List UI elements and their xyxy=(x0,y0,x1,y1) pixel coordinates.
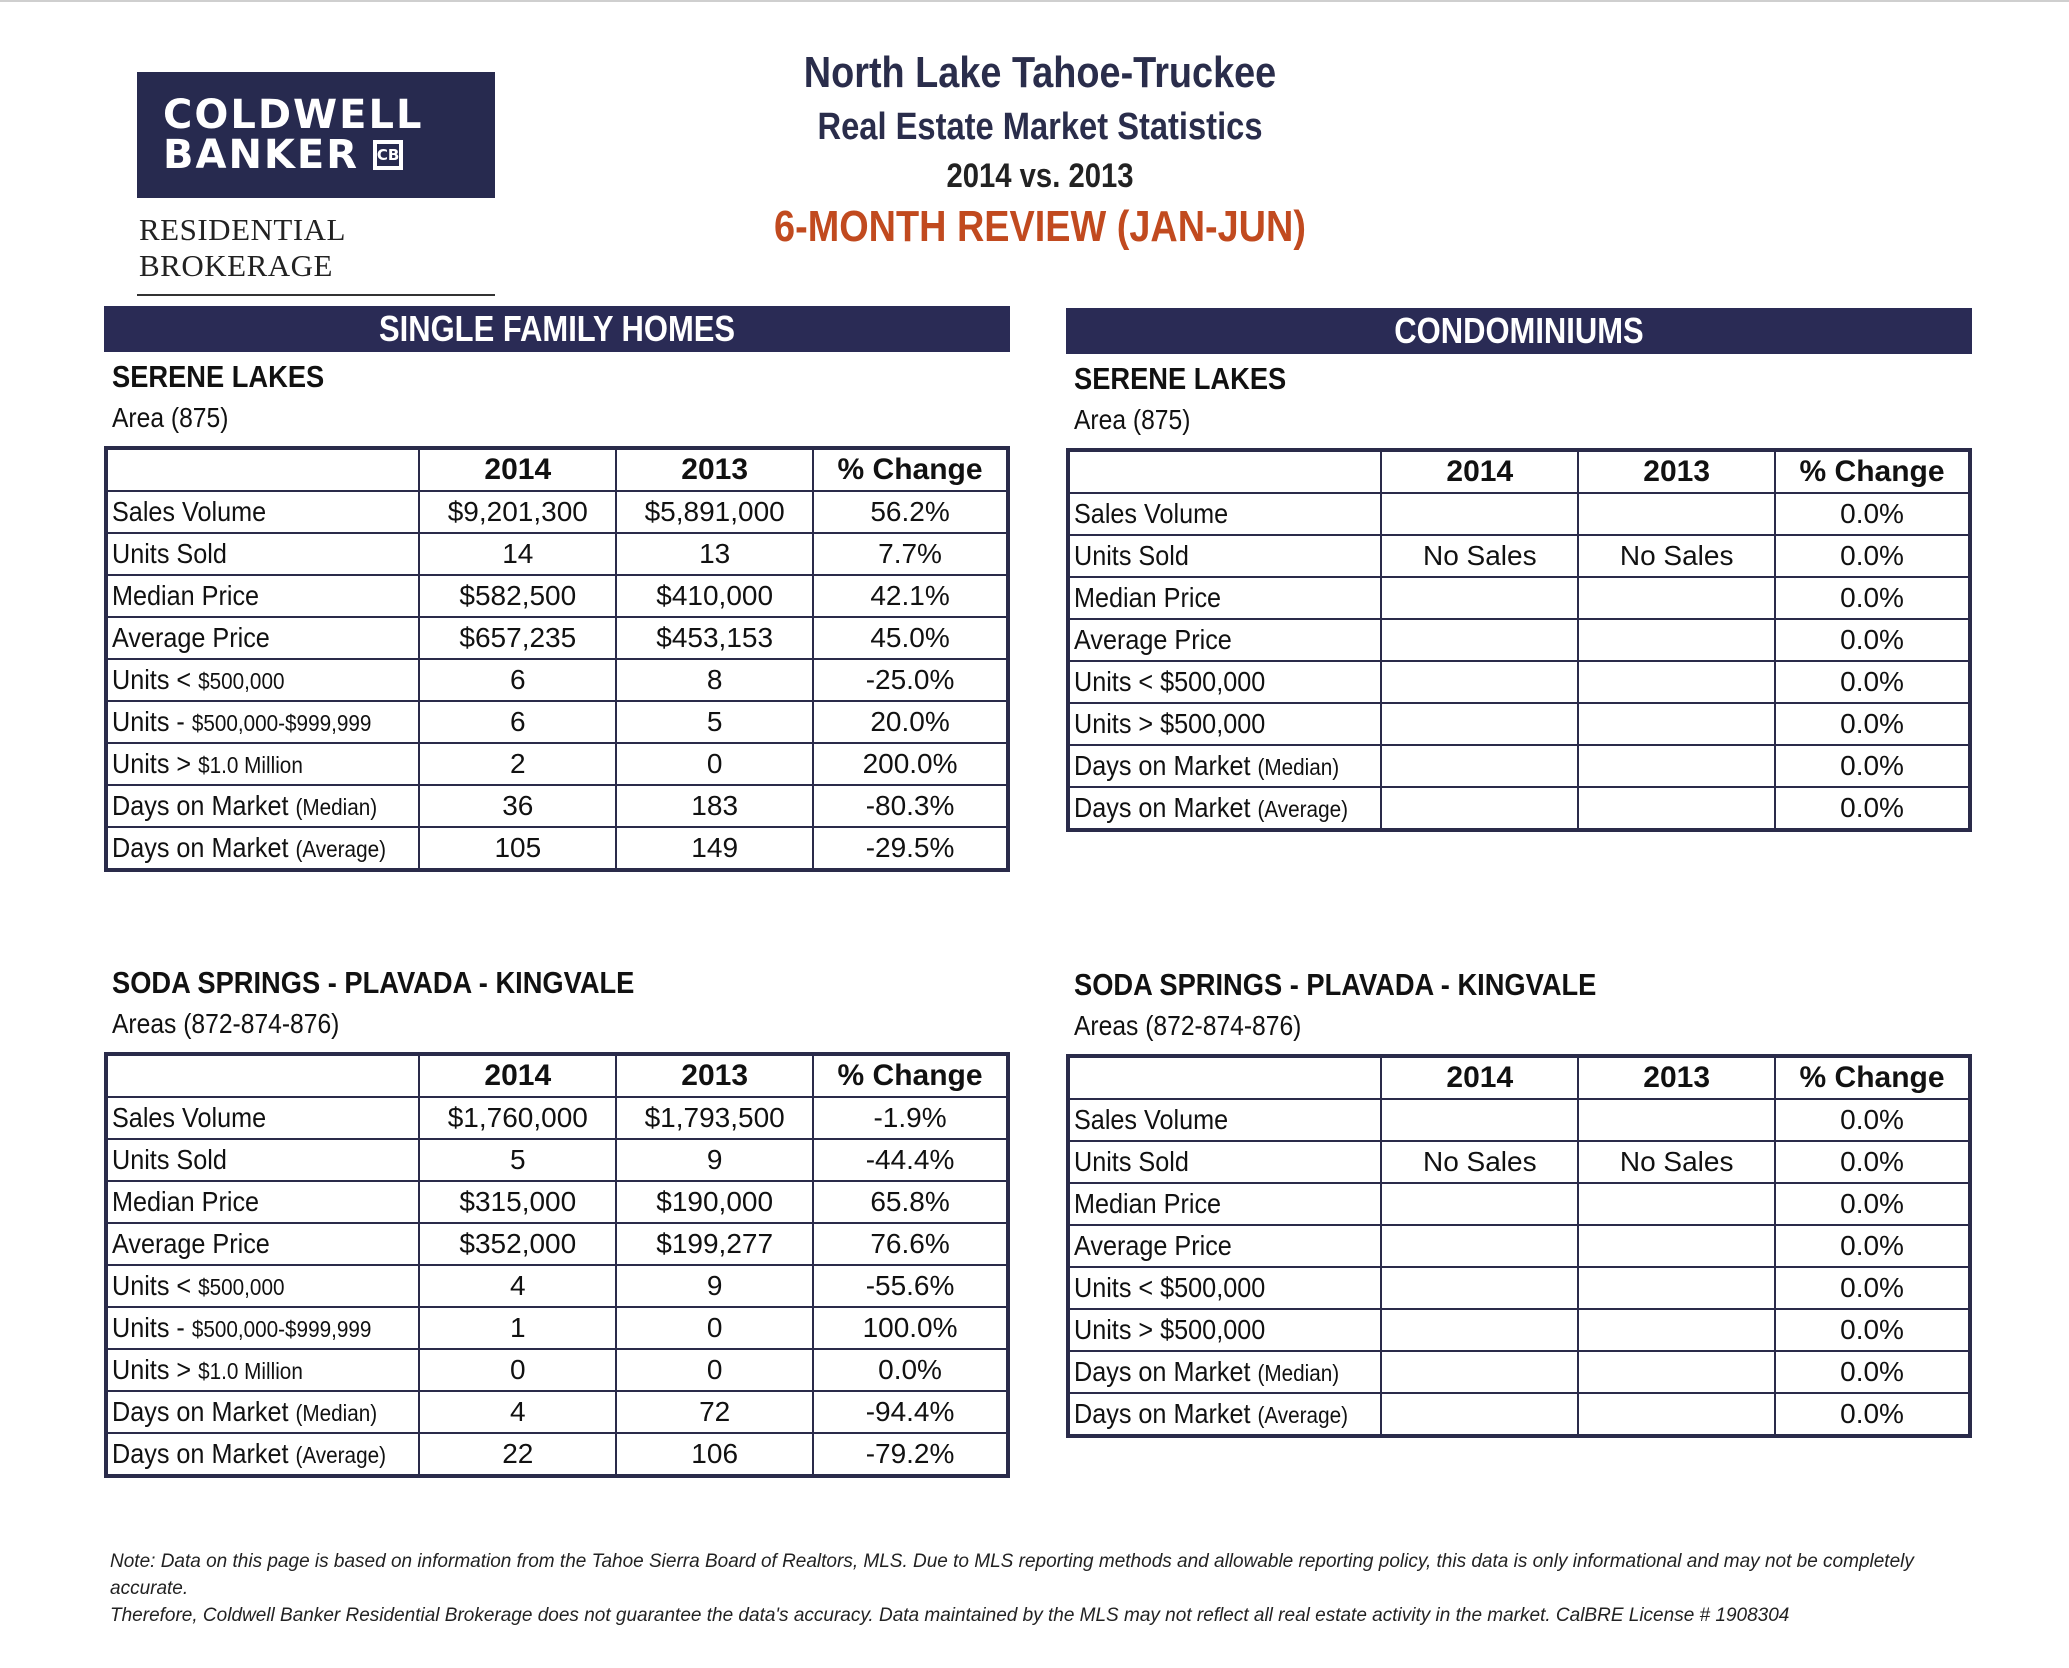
cell-2013: $5,891,000 xyxy=(616,491,813,533)
column-header-change: % Change xyxy=(813,1054,1008,1097)
row-label-text: Units > $500,000 xyxy=(1074,708,1266,739)
cell-percent-change: 42.1% xyxy=(813,575,1008,617)
row-label-text: Units - xyxy=(112,1312,192,1343)
table-row xyxy=(1068,1267,1970,1309)
column-header-y1: 2014 xyxy=(419,448,616,491)
cell-2013: 0 xyxy=(616,743,813,785)
cell-2014: $582,500 xyxy=(419,575,616,617)
row-label-text: Units > xyxy=(112,748,199,779)
cell-2014: 105 xyxy=(419,827,616,870)
column-header-label xyxy=(1068,450,1381,493)
row-label-text: Median Price xyxy=(112,1186,260,1217)
row-label xyxy=(1068,535,1381,577)
top-border-line xyxy=(0,0,2069,2)
cell-percent-change: 56.2% xyxy=(813,491,1008,533)
row-label-text: Days on Market xyxy=(112,1396,296,1427)
row-label-text: Sales Volume xyxy=(1074,498,1229,529)
sf-soda-table xyxy=(104,1052,1010,1478)
row-label-text: Days on Market xyxy=(1074,1356,1258,1387)
table-row xyxy=(1068,1309,1970,1351)
column-header-y2: 2013 xyxy=(616,1054,813,1097)
table-header-row xyxy=(1068,1056,1970,1099)
logo-text-banker: BANKER xyxy=(163,132,360,178)
table-row xyxy=(1068,535,1970,577)
cell-percent-change: 200.0% xyxy=(813,743,1008,785)
row-label-suffix: (Average) xyxy=(1257,796,1348,822)
table-row xyxy=(106,827,1008,870)
cell-2014: 14 xyxy=(419,533,616,575)
cell-2014: 4 xyxy=(419,1391,616,1433)
cell-2014 xyxy=(1381,703,1578,745)
row-label-text: Days on Market xyxy=(112,790,296,821)
table-row xyxy=(1068,1351,1970,1393)
cell-2013: $410,000 xyxy=(616,575,813,617)
condominiums-section xyxy=(1066,308,1972,832)
cell-2014 xyxy=(1381,745,1578,787)
logo-subtitle: RESIDENTIAL BROKERAGE xyxy=(139,212,345,283)
cell-percent-change: 0.0% xyxy=(1775,1099,1970,1141)
row-label xyxy=(1068,493,1381,535)
cell-2014: 4 xyxy=(419,1265,616,1307)
row-label-text: Days on Market xyxy=(112,832,296,863)
column-header-label xyxy=(106,1054,419,1097)
row-label xyxy=(1068,787,1381,830)
row-label-text: Average Price xyxy=(1074,1230,1232,1261)
cell-2014: No Sales xyxy=(1381,1141,1578,1183)
table-row xyxy=(106,1433,1008,1476)
condo-serene-table xyxy=(1066,448,1972,832)
table-row xyxy=(1068,1393,1970,1436)
disclaimer-line-2: Therefore, Coldwell Banker Residential Brokerage does not guarantee the data's accuracy. Data maintained by the MLS may not reflect all real estate activity in the market. CalBRE License # 1908304 xyxy=(110,1605,1790,1626)
table-row xyxy=(1068,787,1970,830)
column-header-y1: 2014 xyxy=(419,1054,616,1097)
table-header-row xyxy=(106,1054,1008,1097)
cell-2013: 8 xyxy=(616,659,813,701)
table-row xyxy=(1068,661,1970,703)
row-label-text: Average Price xyxy=(112,1228,270,1259)
cell-percent-change: 0.0% xyxy=(1775,535,1970,577)
table-row xyxy=(106,1181,1008,1223)
cell-2014 xyxy=(1381,1393,1578,1436)
cell-percent-change: 0.0% xyxy=(1775,1393,1970,1436)
cell-2014 xyxy=(1381,619,1578,661)
cell-percent-change: 7.7% xyxy=(813,533,1008,575)
table-row xyxy=(1068,745,1970,787)
cell-percent-change: 0.0% xyxy=(1775,787,1970,830)
row-label xyxy=(106,1433,419,1476)
cell-percent-change: -80.3% xyxy=(813,785,1008,827)
table-row xyxy=(106,491,1008,533)
cell-percent-change: 0.0% xyxy=(1775,1309,1970,1351)
row-label-text: Sales Volume xyxy=(112,496,267,527)
row-label-suffix: (Median) xyxy=(1257,1360,1340,1386)
review-period: 6-MONTH REVIEW (JAN-JUN) xyxy=(774,202,1306,251)
table-row xyxy=(106,743,1008,785)
row-label xyxy=(1068,703,1381,745)
row-label-text: Units Sold xyxy=(112,538,227,569)
row-label-suffix: $500,000 xyxy=(198,668,285,694)
cell-percent-change: 76.6% xyxy=(813,1223,1008,1265)
cell-2013 xyxy=(1578,745,1775,787)
row-label xyxy=(1068,745,1381,787)
row-label-text: Days on Market xyxy=(1074,792,1258,823)
cell-2014: $657,235 xyxy=(419,617,616,659)
row-label xyxy=(1068,577,1381,619)
cell-percent-change: 45.0% xyxy=(813,617,1008,659)
row-label-suffix: $500,000 xyxy=(198,1274,285,1300)
cell-2014: 2 xyxy=(419,743,616,785)
cell-2013: No Sales xyxy=(1578,1141,1775,1183)
row-label-suffix: $1.0 Million xyxy=(198,752,303,778)
cell-percent-change: -25.0% xyxy=(813,659,1008,701)
row-label xyxy=(1068,1351,1381,1393)
cell-2014: $9,201,300 xyxy=(419,491,616,533)
page-subtitle: Real Estate Market Statistics xyxy=(817,106,1263,148)
row-label-text: Units > $500,000 xyxy=(1074,1314,1266,1345)
cell-2013 xyxy=(1578,703,1775,745)
condo-soda-area-code: Areas (872-874-876) xyxy=(1074,1010,1302,1041)
table-row xyxy=(106,575,1008,617)
row-label xyxy=(106,1223,419,1265)
row-label-suffix: $500,000-$999,999 xyxy=(191,1316,372,1342)
logo-line-1 xyxy=(163,92,495,138)
cell-2014 xyxy=(1381,1351,1578,1393)
cb-mark-icon: CB xyxy=(373,140,403,170)
condominiums-banner: CONDOMINIUMS xyxy=(1066,308,1972,354)
table-row xyxy=(106,617,1008,659)
row-label xyxy=(1068,619,1381,661)
row-label xyxy=(106,1181,419,1223)
row-label-suffix: (Median) xyxy=(295,1400,378,1426)
cell-2014 xyxy=(1381,1225,1578,1267)
row-label xyxy=(1068,1099,1381,1141)
column-header-y2: 2013 xyxy=(1578,450,1775,493)
row-label-text: Median Price xyxy=(1074,1188,1222,1219)
cell-2013: 0 xyxy=(616,1349,813,1391)
sf-soda-area-title: SODA SPRINGS - PLAVADA - KINGVALE xyxy=(112,965,635,1000)
row-label-text: Average Price xyxy=(112,622,270,653)
condo-serene-area-title: SERENE LAKES xyxy=(1074,361,1287,396)
table-row xyxy=(1068,703,1970,745)
cell-2014: 36 xyxy=(419,785,616,827)
sf-serene-area-title: SERENE LAKES xyxy=(112,359,325,394)
cell-2013: $190,000 xyxy=(616,1181,813,1223)
row-label xyxy=(106,659,419,701)
table-row xyxy=(1068,619,1970,661)
row-label-text: Units Sold xyxy=(1074,1146,1189,1177)
cell-percent-change: -94.4% xyxy=(813,1391,1008,1433)
cell-2013 xyxy=(1578,787,1775,830)
row-label-text: Sales Volume xyxy=(1074,1104,1229,1135)
cell-2014: 6 xyxy=(419,701,616,743)
row-label-text: Units < $500,000 xyxy=(1074,666,1266,697)
row-label-text: Units < $500,000 xyxy=(1074,1272,1266,1303)
cell-2014 xyxy=(1381,1309,1578,1351)
row-label xyxy=(1068,1141,1381,1183)
sf-serene-table xyxy=(104,446,1010,872)
cell-2013 xyxy=(1578,1099,1775,1141)
cell-2014 xyxy=(1381,1099,1578,1141)
cell-percent-change: 0.0% xyxy=(1775,493,1970,535)
column-header-y1: 2014 xyxy=(1381,1056,1578,1099)
table-row xyxy=(106,1097,1008,1139)
comparison-years: 2014 vs. 2013 xyxy=(946,157,1134,195)
cell-percent-change: 0.0% xyxy=(1775,703,1970,745)
row-label-text: Units < xyxy=(112,664,199,695)
cell-percent-change: 0.0% xyxy=(1775,1183,1970,1225)
row-label-suffix: (Average) xyxy=(295,1442,386,1468)
single-family-banner: SINGLE FAMILY HOMES xyxy=(104,306,1010,352)
row-label-text: Units > xyxy=(112,1354,199,1385)
table-row xyxy=(1068,1225,1970,1267)
cell-2014: $315,000 xyxy=(419,1181,616,1223)
row-label xyxy=(106,1097,419,1139)
row-label xyxy=(1068,1183,1381,1225)
cell-percent-change: 65.8% xyxy=(813,1181,1008,1223)
logo-box xyxy=(137,72,495,198)
cell-2013 xyxy=(1578,619,1775,661)
cell-2013: 9 xyxy=(616,1139,813,1181)
cell-percent-change: 0.0% xyxy=(1775,577,1970,619)
coldwell-banker-logo xyxy=(137,72,495,296)
row-label-text: Days on Market xyxy=(112,1438,296,1469)
table-row xyxy=(106,701,1008,743)
column-header-change: % Change xyxy=(813,448,1008,491)
cell-2014: No Sales xyxy=(1381,535,1578,577)
table-row xyxy=(106,1349,1008,1391)
cell-2014 xyxy=(1381,1183,1578,1225)
single-family-soda-section xyxy=(104,958,1010,1478)
row-label xyxy=(106,533,419,575)
cell-2013 xyxy=(1578,1351,1775,1393)
cell-2014: 1 xyxy=(419,1307,616,1349)
row-label xyxy=(106,785,419,827)
table-header-row xyxy=(106,448,1008,491)
cell-2014: 0 xyxy=(419,1349,616,1391)
row-label xyxy=(1068,1309,1381,1351)
column-header-change: % Change xyxy=(1775,1056,1970,1099)
row-label xyxy=(106,1139,419,1181)
row-label xyxy=(1068,1267,1381,1309)
row-label-text: Average Price xyxy=(1074,624,1232,655)
cell-2014: 6 xyxy=(419,659,616,701)
table-row xyxy=(106,659,1008,701)
cell-2014 xyxy=(1381,493,1578,535)
column-header-label xyxy=(1068,1056,1381,1099)
row-label-text: Days on Market xyxy=(1074,750,1258,781)
cell-2013 xyxy=(1578,1225,1775,1267)
row-label xyxy=(106,827,419,870)
cell-2014: $1,760,000 xyxy=(419,1097,616,1139)
cell-percent-change: 0.0% xyxy=(1775,1141,1970,1183)
column-header-y1: 2014 xyxy=(1381,450,1578,493)
row-label xyxy=(106,1265,419,1307)
condo-serene-area-code: Area (875) xyxy=(1074,404,1191,435)
cell-2013 xyxy=(1578,1309,1775,1351)
cell-2014: 22 xyxy=(419,1433,616,1476)
cell-2013 xyxy=(1578,493,1775,535)
cell-2013: 149 xyxy=(616,827,813,870)
cell-2013: 5 xyxy=(616,701,813,743)
cell-percent-change: 100.0% xyxy=(813,1307,1008,1349)
cell-percent-change: 0.0% xyxy=(1775,1267,1970,1309)
row-label xyxy=(106,491,419,533)
row-label-text: Units < xyxy=(112,1270,199,1301)
cell-percent-change: 0.0% xyxy=(813,1349,1008,1391)
cell-percent-change: -1.9% xyxy=(813,1097,1008,1139)
table-row xyxy=(106,533,1008,575)
cell-2013: 0 xyxy=(616,1307,813,1349)
disclaimer-line-1: Note: Data on this page is based on information from the Tahoe Sierra Board of Realtors, MLS. Due to MLS reporting methods and allowable reporting policy, this data is only informational and may not be completely accurate. xyxy=(110,1551,1914,1599)
page-header xyxy=(640,48,1440,252)
row-label-text: Units - xyxy=(112,706,192,737)
row-label-text: Median Price xyxy=(112,580,260,611)
logo-line-2 xyxy=(163,132,495,178)
cell-percent-change: 0.0% xyxy=(1775,661,1970,703)
table-row xyxy=(1068,577,1970,619)
table-row xyxy=(106,785,1008,827)
single-family-section xyxy=(104,306,1010,872)
row-label xyxy=(106,1307,419,1349)
table-row xyxy=(1068,493,1970,535)
cell-percent-change: -44.4% xyxy=(813,1139,1008,1181)
disclaimer-note xyxy=(110,1548,1990,1629)
cell-2013 xyxy=(1578,577,1775,619)
row-label-suffix: (Average) xyxy=(295,836,386,862)
row-label-suffix: (Median) xyxy=(1257,754,1340,780)
cell-2014 xyxy=(1381,787,1578,830)
cell-2014: 5 xyxy=(419,1139,616,1181)
row-label-suffix: (Average) xyxy=(1257,1402,1348,1428)
row-label xyxy=(1068,1225,1381,1267)
row-label xyxy=(106,701,419,743)
row-label-text: Median Price xyxy=(1074,582,1222,613)
column-header-change: % Change xyxy=(1775,450,1970,493)
row-label xyxy=(106,1391,419,1433)
cell-2013: $1,793,500 xyxy=(616,1097,813,1139)
cell-2014 xyxy=(1381,577,1578,619)
condominiums-soda-section xyxy=(1066,960,1972,1438)
sf-serene-area-code: Area (875) xyxy=(112,402,229,433)
row-label-text: Days on Market xyxy=(1074,1398,1258,1429)
table-row xyxy=(1068,1099,1970,1141)
cell-percent-change: -29.5% xyxy=(813,827,1008,870)
logo-divider xyxy=(137,294,495,296)
row-label xyxy=(1068,1393,1381,1436)
row-label-text: Units Sold xyxy=(112,1144,227,1175)
row-label xyxy=(1068,661,1381,703)
row-label-suffix: $500,000-$999,999 xyxy=(191,710,372,736)
condo-soda-table xyxy=(1066,1054,1972,1438)
cell-2013 xyxy=(1578,1393,1775,1436)
cell-2013: 72 xyxy=(616,1391,813,1433)
row-label xyxy=(106,743,419,785)
column-header-y2: 2013 xyxy=(1578,1056,1775,1099)
cell-2013: 183 xyxy=(616,785,813,827)
cell-percent-change: 20.0% xyxy=(813,701,1008,743)
cell-percent-change: 0.0% xyxy=(1775,619,1970,661)
cell-percent-change: -55.6% xyxy=(813,1265,1008,1307)
sf-soda-area-code: Areas (872-874-876) xyxy=(112,1008,340,1039)
table-row xyxy=(106,1223,1008,1265)
cell-2014 xyxy=(1381,1267,1578,1309)
condo-soda-area-title: SODA SPRINGS - PLAVADA - KINGVALE xyxy=(1074,967,1597,1002)
page-title: North Lake Tahoe-Truckee xyxy=(803,48,1277,97)
logo-text-coldwell: COLDWELL xyxy=(163,92,424,138)
cell-2013: 9 xyxy=(616,1265,813,1307)
table-row xyxy=(106,1139,1008,1181)
table-row xyxy=(106,1265,1008,1307)
cell-2013: $453,153 xyxy=(616,617,813,659)
cell-2013: No Sales xyxy=(1578,535,1775,577)
cell-2013 xyxy=(1578,661,1775,703)
row-label xyxy=(106,1349,419,1391)
cell-percent-change: -79.2% xyxy=(813,1433,1008,1476)
cell-2013: $199,277 xyxy=(616,1223,813,1265)
cell-percent-change: 0.0% xyxy=(1775,1351,1970,1393)
table-row xyxy=(106,1307,1008,1349)
cell-percent-change: 0.0% xyxy=(1775,745,1970,787)
cell-2013 xyxy=(1578,1267,1775,1309)
table-row xyxy=(106,1391,1008,1433)
column-header-y2: 2013 xyxy=(616,448,813,491)
cell-2013: 106 xyxy=(616,1433,813,1476)
column-header-label xyxy=(106,448,419,491)
row-label xyxy=(106,617,419,659)
cell-2014: $352,000 xyxy=(419,1223,616,1265)
row-label-suffix: $1.0 Million xyxy=(198,1358,303,1384)
cell-percent-change: 0.0% xyxy=(1775,1225,1970,1267)
cell-2013: 13 xyxy=(616,533,813,575)
row-label-text: Units Sold xyxy=(1074,540,1189,571)
table-header-row xyxy=(1068,450,1970,493)
row-label-suffix: (Median) xyxy=(295,794,378,820)
cell-2014 xyxy=(1381,661,1578,703)
cell-2013 xyxy=(1578,1183,1775,1225)
row-label xyxy=(106,575,419,617)
table-row xyxy=(1068,1183,1970,1225)
row-label-text: Sales Volume xyxy=(112,1102,267,1133)
table-row xyxy=(1068,1141,1970,1183)
